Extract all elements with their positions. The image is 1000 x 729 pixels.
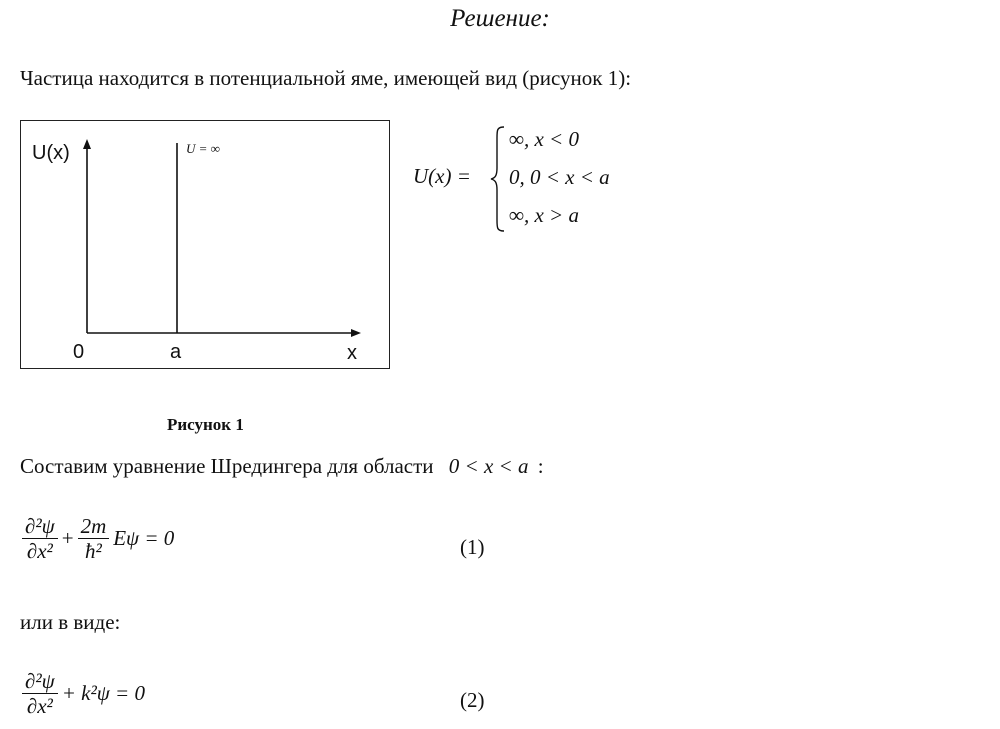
left-brace: [489, 124, 507, 234]
potential-lhs: U(x) =: [413, 164, 471, 188]
or-form-text: или в виде:: [20, 610, 121, 634]
case-inside: 0, 0 < x < a: [509, 165, 610, 189]
second-derivative-fraction: [22, 515, 58, 562]
equation-2-number: (2): [460, 688, 485, 712]
solution-heading: Решение:: [450, 5, 550, 32]
x-axis-label: x: [347, 342, 357, 364]
origin-label: 0: [73, 341, 85, 363]
figure-potential-well: [20, 120, 390, 369]
fraction-denominator: ∂x²: [26, 539, 53, 564]
equation-2: [20, 670, 145, 717]
case-right: ∞, x > a: [509, 203, 579, 227]
case-left: ∞, x < 0: [509, 127, 579, 151]
a-tick-label: a: [170, 341, 182, 363]
mass-hbar-fraction: [78, 515, 110, 562]
potential-definition: [413, 120, 643, 238]
equation-1-number: (1): [460, 535, 485, 559]
wall-infinity-label: U = ∞: [186, 141, 220, 156]
fraction-denominator: ħ²: [85, 539, 102, 564]
equation-remainder: + k²ψ = 0: [61, 681, 145, 706]
equation-remainder: Eψ = 0: [113, 526, 175, 551]
schrodinger-intro: [20, 454, 544, 479]
potential-well-plot: [21, 121, 391, 370]
x-axis-arrow: [351, 329, 361, 337]
y-axis-label: U(x): [32, 142, 70, 164]
region-colon: :: [537, 454, 544, 478]
figure-caption: Рисунок 1: [167, 415, 244, 434]
fraction-numerator: 2m: [78, 515, 110, 539]
region-condition: 0 < x < a: [448, 454, 529, 478]
fraction-denominator: ∂x²: [26, 694, 53, 719]
intro-paragraph: Частица находится в потенциальной яме, имеющей вид (рисунок 1):: [20, 66, 632, 90]
fraction-numerator: ∂²ψ: [22, 670, 58, 694]
plus-sign: +: [61, 526, 74, 551]
y-axis-arrow: [83, 139, 91, 149]
potential-cases: [509, 120, 610, 234]
second-derivative-fraction: [22, 670, 58, 717]
fraction-numerator: ∂²ψ: [22, 515, 58, 539]
equation-1: [20, 515, 174, 562]
schrodinger-intro-text: Составим уравнение Шредингера для области: [20, 454, 434, 478]
